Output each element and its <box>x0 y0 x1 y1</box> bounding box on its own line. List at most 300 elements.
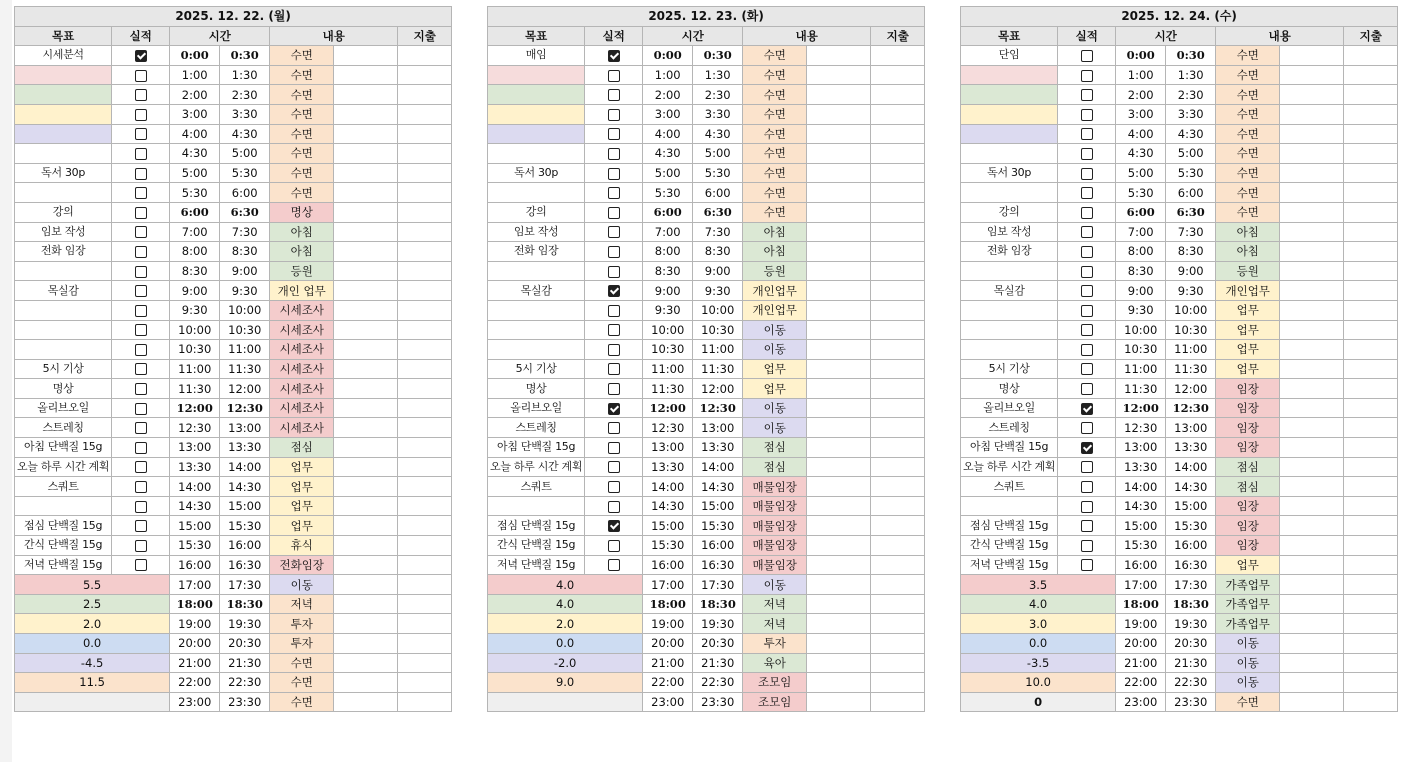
goal-cell[interactable]: 점심 단백질 15g <box>15 516 112 536</box>
expense-cell[interactable] <box>398 438 452 458</box>
activity-cell[interactable]: 아침 <box>270 242 334 262</box>
note-cell[interactable] <box>334 496 398 516</box>
expense-cell[interactable] <box>871 104 925 124</box>
note-cell[interactable] <box>1280 516 1344 536</box>
expense-cell[interactable] <box>1344 65 1398 85</box>
activity-cell[interactable]: 저녁 <box>270 594 334 614</box>
expense-cell[interactable] <box>1344 300 1398 320</box>
goal-cell[interactable]: 전화 임장 <box>961 242 1058 262</box>
expense-cell[interactable] <box>398 477 452 497</box>
goal-cell[interactable]: 독서 30p <box>961 163 1058 183</box>
note-cell[interactable] <box>334 202 398 222</box>
note-cell[interactable] <box>334 242 398 262</box>
note-cell[interactable] <box>334 183 398 203</box>
goal-cell[interactable] <box>488 124 585 144</box>
note-cell[interactable] <box>334 634 398 654</box>
goal-cell[interactable]: 오늘 하루 시간 계획 <box>961 457 1058 477</box>
expense-cell[interactable] <box>871 594 925 614</box>
note-cell[interactable] <box>807 398 871 418</box>
activity-cell[interactable]: 점심 <box>743 438 807 458</box>
activity-cell[interactable]: 저녁 <box>743 614 807 634</box>
goal-cell[interactable]: 저녁 단백질 15g <box>15 555 112 575</box>
note-cell[interactable] <box>1280 320 1344 340</box>
checkbox-icon[interactable] <box>135 187 147 199</box>
expense-cell[interactable] <box>871 242 925 262</box>
checkbox-icon[interactable] <box>1081 266 1093 278</box>
expense-cell[interactable] <box>871 614 925 634</box>
expense-cell[interactable] <box>1344 340 1398 360</box>
checkbox-icon[interactable] <box>608 148 620 160</box>
expense-cell[interactable] <box>871 496 925 516</box>
checkbox-icon[interactable] <box>1081 226 1093 238</box>
note-cell[interactable] <box>334 477 398 497</box>
expense-cell[interactable] <box>871 183 925 203</box>
activity-cell[interactable]: 수면 <box>270 163 334 183</box>
expense-cell[interactable] <box>1344 222 1398 242</box>
activity-cell[interactable]: 가족업무 <box>1216 594 1280 614</box>
checkbox-icon[interactable] <box>608 363 620 375</box>
activity-cell[interactable]: 업무 <box>743 359 807 379</box>
checkbox-icon[interactable] <box>1081 501 1093 513</box>
activity-cell[interactable]: 수면 <box>1216 144 1280 164</box>
expense-cell[interactable] <box>871 124 925 144</box>
note-cell[interactable] <box>334 124 398 144</box>
checked-checkbox-icon[interactable] <box>608 403 620 415</box>
note-cell[interactable] <box>1280 673 1344 693</box>
expense-cell[interactable] <box>871 340 925 360</box>
expense-cell[interactable] <box>398 124 452 144</box>
expense-cell[interactable] <box>398 202 452 222</box>
activity-cell[interactable]: 등원 <box>270 261 334 281</box>
checkbox-icon[interactable] <box>608 168 620 180</box>
note-cell[interactable] <box>334 555 398 575</box>
note-cell[interactable] <box>807 516 871 536</box>
expense-cell[interactable] <box>398 261 452 281</box>
note-cell[interactable] <box>334 398 398 418</box>
note-cell[interactable] <box>807 242 871 262</box>
checkbox-icon[interactable] <box>608 207 620 219</box>
activity-cell[interactable]: 매물임장 <box>743 477 807 497</box>
expense-cell[interactable] <box>398 85 452 105</box>
note-cell[interactable] <box>807 124 871 144</box>
expense-cell[interactable] <box>871 46 925 66</box>
goal-cell[interactable]: 아침 단백질 15g <box>488 438 585 458</box>
goal-cell[interactable] <box>488 340 585 360</box>
expense-cell[interactable] <box>871 673 925 693</box>
activity-cell[interactable]: 점심 <box>1216 457 1280 477</box>
activity-cell[interactable]: 임장 <box>1216 438 1280 458</box>
goal-cell[interactable]: 스트레칭 <box>488 418 585 438</box>
checkbox-icon[interactable] <box>1081 89 1093 101</box>
expense-cell[interactable] <box>398 614 452 634</box>
goal-cell[interactable] <box>488 183 585 203</box>
checkbox-icon[interactable] <box>1081 344 1093 356</box>
activity-cell[interactable]: 수면 <box>270 144 334 164</box>
expense-cell[interactable] <box>1344 516 1398 536</box>
note-cell[interactable] <box>807 653 871 673</box>
checkbox-icon[interactable] <box>1081 363 1093 375</box>
note-cell[interactable] <box>807 320 871 340</box>
note-cell[interactable] <box>334 418 398 438</box>
note-cell[interactable] <box>807 614 871 634</box>
expense-cell[interactable] <box>1344 183 1398 203</box>
note-cell[interactable] <box>1280 104 1344 124</box>
activity-cell[interactable]: 아침 <box>1216 242 1280 262</box>
expense-cell[interactable] <box>1344 555 1398 575</box>
checkbox-icon[interactable] <box>1081 305 1093 317</box>
goal-cell[interactable] <box>961 496 1058 516</box>
expense-cell[interactable] <box>1344 320 1398 340</box>
note-cell[interactable] <box>334 438 398 458</box>
goal-cell[interactable]: 목실감 <box>488 281 585 301</box>
checkbox-icon[interactable] <box>135 363 147 375</box>
expense-cell[interactable] <box>871 163 925 183</box>
goal-cell[interactable] <box>15 320 112 340</box>
goal-cell[interactable]: 임보 작성 <box>961 222 1058 242</box>
activity-cell[interactable]: 수면 <box>743 65 807 85</box>
activity-cell[interactable]: 수면 <box>270 104 334 124</box>
checkbox-icon[interactable] <box>608 70 620 82</box>
goal-cell[interactable]: 점심 단백질 15g <box>961 516 1058 536</box>
expense-cell[interactable] <box>1344 496 1398 516</box>
goal-cell[interactable]: 매임 <box>488 46 585 66</box>
note-cell[interactable] <box>334 692 398 712</box>
note-cell[interactable] <box>334 340 398 360</box>
expense-cell[interactable] <box>871 300 925 320</box>
activity-cell[interactable]: 매물임장 <box>743 555 807 575</box>
expense-cell[interactable] <box>1344 242 1398 262</box>
note-cell[interactable] <box>1280 46 1344 66</box>
activity-cell[interactable]: 매물임장 <box>743 496 807 516</box>
activity-cell[interactable]: 수면 <box>270 124 334 144</box>
expense-cell[interactable] <box>398 516 452 536</box>
goal-cell[interactable]: 임보 작성 <box>15 222 112 242</box>
activity-cell[interactable]: 시세조사 <box>270 300 334 320</box>
note-cell[interactable] <box>1280 340 1344 360</box>
goal-cell[interactable]: 저녁 단백질 15g <box>488 555 585 575</box>
expense-cell[interactable] <box>398 46 452 66</box>
note-cell[interactable] <box>334 85 398 105</box>
expense-cell[interactable] <box>1344 85 1398 105</box>
checkbox-icon[interactable] <box>135 207 147 219</box>
activity-cell[interactable]: 조모임 <box>743 692 807 712</box>
note-cell[interactable] <box>334 673 398 693</box>
expense-cell[interactable] <box>398 242 452 262</box>
checkbox-icon[interactable] <box>1081 168 1093 180</box>
activity-cell[interactable]: 명상 <box>270 202 334 222</box>
expense-cell[interactable] <box>871 634 925 654</box>
goal-cell[interactable] <box>961 340 1058 360</box>
expense-cell[interactable] <box>871 65 925 85</box>
expense-cell[interactable] <box>1344 144 1398 164</box>
expense-cell[interactable] <box>871 320 925 340</box>
expense-cell[interactable] <box>1344 398 1398 418</box>
checkbox-icon[interactable] <box>1081 461 1093 473</box>
goal-cell[interactable]: 독서 30p <box>15 163 112 183</box>
checkbox-icon[interactable] <box>135 540 147 552</box>
activity-cell[interactable]: 이동 <box>743 575 807 595</box>
activity-cell[interactable]: 이동 <box>1216 634 1280 654</box>
note-cell[interactable] <box>807 46 871 66</box>
activity-cell[interactable]: 이동 <box>270 575 334 595</box>
activity-cell[interactable]: 개인업무 <box>1216 281 1280 301</box>
checked-checkbox-icon[interactable] <box>608 285 620 297</box>
expense-cell[interactable] <box>398 594 452 614</box>
note-cell[interactable] <box>334 46 398 66</box>
activity-cell[interactable]: 투자 <box>270 614 334 634</box>
expense-cell[interactable] <box>1344 359 1398 379</box>
activity-cell[interactable]: 이동 <box>743 340 807 360</box>
expense-cell[interactable] <box>1344 457 1398 477</box>
note-cell[interactable] <box>1280 575 1344 595</box>
note-cell[interactable] <box>1280 281 1344 301</box>
checkbox-icon[interactable] <box>608 461 620 473</box>
goal-cell[interactable]: 오늘 하루 시간 계획 <box>15 457 112 477</box>
note-cell[interactable] <box>1280 222 1344 242</box>
goal-cell[interactable]: 5시 기상 <box>961 359 1058 379</box>
activity-cell[interactable]: 수면 <box>1216 46 1280 66</box>
goal-cell[interactable] <box>488 320 585 340</box>
goal-cell[interactable] <box>15 261 112 281</box>
goal-cell[interactable] <box>961 85 1058 105</box>
activity-cell[interactable]: 업무 <box>270 477 334 497</box>
activity-cell[interactable]: 업무 <box>270 516 334 536</box>
note-cell[interactable] <box>807 65 871 85</box>
expense-cell[interactable] <box>398 144 452 164</box>
goal-cell[interactable] <box>961 65 1058 85</box>
expense-cell[interactable] <box>871 438 925 458</box>
note-cell[interactable] <box>1280 300 1344 320</box>
activity-cell[interactable]: 개인업무 <box>743 281 807 301</box>
activity-cell[interactable]: 시세조사 <box>270 418 334 438</box>
checkbox-icon[interactable] <box>1081 422 1093 434</box>
note-cell[interactable] <box>334 457 398 477</box>
goal-cell[interactable]: 아침 단백질 15g <box>15 438 112 458</box>
checkbox-icon[interactable] <box>135 324 147 336</box>
activity-cell[interactable]: 수면 <box>270 673 334 693</box>
checkbox-icon[interactable] <box>608 305 620 317</box>
checked-checkbox-icon[interactable] <box>135 50 147 62</box>
goal-cell[interactable] <box>15 124 112 144</box>
expense-cell[interactable] <box>871 555 925 575</box>
checkbox-icon[interactable] <box>608 344 620 356</box>
note-cell[interactable] <box>334 614 398 634</box>
note-cell[interactable] <box>334 359 398 379</box>
expense-cell[interactable] <box>871 144 925 164</box>
checkbox-icon[interactable] <box>135 501 147 513</box>
expense-cell[interactable] <box>398 673 452 693</box>
goal-cell[interactable]: 명상 <box>15 379 112 399</box>
activity-cell[interactable]: 업무 <box>743 379 807 399</box>
activity-cell[interactable]: 등원 <box>1216 261 1280 281</box>
expense-cell[interactable] <box>1344 379 1398 399</box>
expense-cell[interactable] <box>398 359 452 379</box>
goal-cell[interactable]: 간식 단백질 15g <box>488 536 585 556</box>
checkbox-icon[interactable] <box>1081 207 1093 219</box>
expense-cell[interactable] <box>398 398 452 418</box>
goal-cell[interactable]: 아침 단백질 15g <box>961 438 1058 458</box>
expense-cell[interactable] <box>398 340 452 360</box>
expense-cell[interactable] <box>398 65 452 85</box>
expense-cell[interactable] <box>398 692 452 712</box>
checkbox-icon[interactable] <box>135 344 147 356</box>
checkbox-icon[interactable] <box>135 461 147 473</box>
activity-cell[interactable]: 업무 <box>1216 320 1280 340</box>
activity-cell[interactable]: 아침 <box>270 222 334 242</box>
goal-cell[interactable]: 스트레칭 <box>15 418 112 438</box>
goal-cell[interactable]: 스쿼트 <box>961 477 1058 497</box>
checkbox-icon[interactable] <box>608 383 620 395</box>
activity-cell[interactable]: 이동 <box>743 398 807 418</box>
goal-cell[interactable] <box>488 65 585 85</box>
expense-cell[interactable] <box>871 261 925 281</box>
goal-cell[interactable] <box>961 320 1058 340</box>
goal-cell[interactable] <box>15 65 112 85</box>
expense-cell[interactable] <box>1344 418 1398 438</box>
activity-cell[interactable]: 임장 <box>1216 516 1280 536</box>
expense-cell[interactable] <box>1344 594 1398 614</box>
expense-cell[interactable] <box>398 575 452 595</box>
goal-cell[interactable] <box>15 300 112 320</box>
expense-cell[interactable] <box>398 222 452 242</box>
expense-cell[interactable] <box>871 516 925 536</box>
activity-cell[interactable]: 업무 <box>1216 300 1280 320</box>
goal-cell[interactable] <box>488 496 585 516</box>
note-cell[interactable] <box>1280 261 1344 281</box>
goal-cell[interactable] <box>961 261 1058 281</box>
activity-cell[interactable]: 수면 <box>743 124 807 144</box>
activity-cell[interactable]: 수면 <box>743 202 807 222</box>
activity-cell[interactable]: 이동 <box>743 418 807 438</box>
activity-cell[interactable]: 수면 <box>270 46 334 66</box>
expense-cell[interactable] <box>1344 536 1398 556</box>
activity-cell[interactable]: 매물임장 <box>743 536 807 556</box>
expense-cell[interactable] <box>871 222 925 242</box>
note-cell[interactable] <box>1280 85 1344 105</box>
note-cell[interactable] <box>334 144 398 164</box>
expense-cell[interactable] <box>871 202 925 222</box>
note-cell[interactable] <box>334 261 398 281</box>
activity-cell[interactable]: 업무 <box>270 496 334 516</box>
note-cell[interactable] <box>807 477 871 497</box>
activity-cell[interactable]: 수면 <box>743 183 807 203</box>
goal-cell[interactable] <box>961 183 1058 203</box>
activity-cell[interactable]: 수면 <box>270 653 334 673</box>
note-cell[interactable] <box>1280 242 1344 262</box>
note-cell[interactable] <box>334 536 398 556</box>
activity-cell[interactable]: 아침 <box>1216 222 1280 242</box>
goal-cell[interactable] <box>15 496 112 516</box>
expense-cell[interactable] <box>398 496 452 516</box>
activity-cell[interactable]: 점심 <box>743 457 807 477</box>
note-cell[interactable] <box>1280 359 1344 379</box>
activity-cell[interactable]: 수면 <box>1216 202 1280 222</box>
checkbox-icon[interactable] <box>608 422 620 434</box>
checkbox-icon[interactable] <box>1081 128 1093 140</box>
expense-cell[interactable] <box>871 281 925 301</box>
checkbox-icon[interactable] <box>608 324 620 336</box>
note-cell[interactable] <box>807 340 871 360</box>
note-cell[interactable] <box>1280 202 1344 222</box>
checkbox-icon[interactable] <box>1081 324 1093 336</box>
checkbox-icon[interactable] <box>1081 50 1093 62</box>
checkbox-icon[interactable] <box>1081 285 1093 297</box>
expense-cell[interactable] <box>398 104 452 124</box>
goal-cell[interactable]: 강의 <box>15 202 112 222</box>
goal-cell[interactable] <box>15 183 112 203</box>
activity-cell[interactable]: 업무 <box>1216 555 1280 575</box>
note-cell[interactable] <box>807 202 871 222</box>
goal-cell[interactable]: 독서 30p <box>488 163 585 183</box>
expense-cell[interactable] <box>1344 614 1398 634</box>
activity-cell[interactable]: 수면 <box>743 104 807 124</box>
checkbox-icon[interactable] <box>135 305 147 317</box>
expense-cell[interactable] <box>398 183 452 203</box>
note-cell[interactable] <box>334 575 398 595</box>
checkbox-icon[interactable] <box>608 501 620 513</box>
note-cell[interactable] <box>334 379 398 399</box>
expense-cell[interactable] <box>1344 124 1398 144</box>
checkbox-icon[interactable] <box>608 481 620 493</box>
note-cell[interactable] <box>334 300 398 320</box>
checkbox-icon[interactable] <box>608 187 620 199</box>
activity-cell[interactable]: 수면 <box>1216 692 1280 712</box>
checkbox-icon[interactable] <box>1081 520 1093 532</box>
checkbox-icon[interactable] <box>135 520 147 532</box>
note-cell[interactable] <box>1280 594 1344 614</box>
expense-cell[interactable] <box>1344 261 1398 281</box>
activity-cell[interactable]: 수면 <box>270 183 334 203</box>
activity-cell[interactable]: 수면 <box>270 692 334 712</box>
note-cell[interactable] <box>807 673 871 693</box>
goal-cell[interactable]: 명상 <box>488 379 585 399</box>
expense-cell[interactable] <box>871 379 925 399</box>
activity-cell[interactable]: 매물임장 <box>743 516 807 536</box>
activity-cell[interactable]: 시세조사 <box>270 379 334 399</box>
activity-cell[interactable]: 수면 <box>1216 124 1280 144</box>
note-cell[interactable] <box>1280 163 1344 183</box>
goal-cell[interactable] <box>488 85 585 105</box>
checkbox-icon[interactable] <box>135 559 147 571</box>
activity-cell[interactable]: 아침 <box>743 242 807 262</box>
note-cell[interactable] <box>807 183 871 203</box>
expense-cell[interactable] <box>398 163 452 183</box>
expense-cell[interactable] <box>871 457 925 477</box>
note-cell[interactable] <box>1280 124 1344 144</box>
expense-cell[interactable] <box>1344 477 1398 497</box>
checkbox-icon[interactable] <box>608 442 620 454</box>
activity-cell[interactable]: 개인 업무 <box>270 281 334 301</box>
note-cell[interactable] <box>1280 555 1344 575</box>
note-cell[interactable] <box>1280 477 1344 497</box>
goal-cell[interactable]: 올리브오일 <box>961 398 1058 418</box>
expense-cell[interactable] <box>1344 653 1398 673</box>
checkbox-icon[interactable] <box>135 481 147 493</box>
checkbox-icon[interactable] <box>135 128 147 140</box>
note-cell[interactable] <box>334 320 398 340</box>
goal-cell[interactable] <box>488 104 585 124</box>
note-cell[interactable] <box>1280 692 1344 712</box>
note-cell[interactable] <box>807 594 871 614</box>
goal-cell[interactable]: 목실감 <box>15 281 112 301</box>
checkbox-icon[interactable] <box>1081 187 1093 199</box>
checked-checkbox-icon[interactable] <box>608 520 620 532</box>
activity-cell[interactable]: 업무 <box>1216 359 1280 379</box>
goal-cell[interactable]: 간식 단백질 15g <box>15 536 112 556</box>
checkbox-icon[interactable] <box>1081 109 1093 121</box>
note-cell[interactable] <box>807 222 871 242</box>
checkbox-icon[interactable] <box>135 266 147 278</box>
